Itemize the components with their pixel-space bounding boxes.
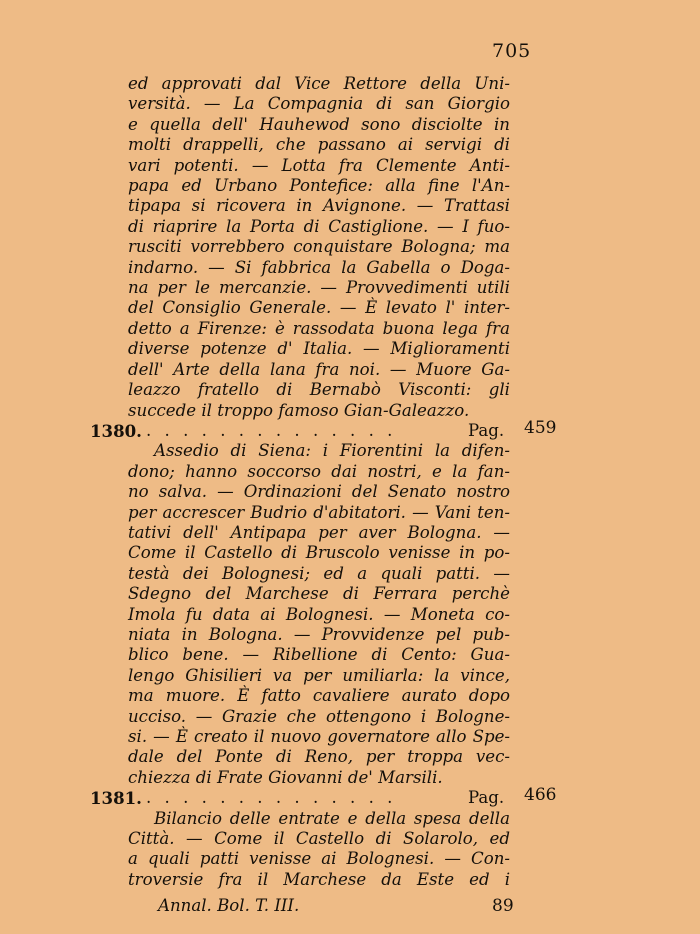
text-line: succede il troppo famoso Gian-Galeazzo.	[128, 400, 470, 420]
text-line: leazzo fratello di Bernabò Visconti: gli	[128, 380, 510, 400]
dot-leader: . . . . . . . . . . . . . .	[146, 420, 397, 440]
year-heading-1380	[90, 417, 557, 441]
text-line: rusciti vorrebbero conquistare Bologna; ma	[128, 237, 510, 257]
signature-mark: 89	[492, 896, 514, 916]
text-line: na per le mercanzie. — Provvedimenti utili	[128, 278, 510, 298]
volume-label: Annal. Bol. T. III.	[158, 896, 300, 915]
year-label: 1381.	[90, 788, 142, 809]
text-line: niata in Bologna. — Provvidenze pel pub-	[128, 624, 510, 644]
year-heading-1381	[90, 785, 557, 809]
page-number: 705	[492, 40, 532, 62]
text-line: dell' Arte della lana fra noi. — Muore Ga-	[128, 359, 510, 379]
text-line: tativi dell' Antipapa per aver Bologna. —	[128, 522, 510, 542]
text-line: a quali patti venisse ai Bolognesi. — Con-	[128, 849, 510, 869]
page-ref-number: 459	[524, 417, 557, 438]
text-line: troversie fra il Marchese da Este ed i	[128, 869, 510, 889]
text-line: del Consiglio Generale. — È levato l' inter-	[128, 298, 510, 318]
section-1380-summary	[128, 441, 510, 788]
text-line: Bilancio delle entrate e della spesa della	[154, 808, 510, 828]
text-line: molti drappelli, che passano ai servigi di	[128, 135, 510, 155]
text-line: diverse potenze d' Italia. — Miglioramenti	[128, 339, 510, 359]
text-line: dale del Ponte di Reno, per troppa vec-	[128, 747, 510, 767]
text-line: chiezza di Frate Giovanni de' Marsili.	[128, 767, 443, 787]
text-line: ed approvati dal Vice Rettore della Uni-	[128, 74, 510, 93]
text-line: testà dei Bolognesi; ed a quali patti. —	[128, 563, 510, 583]
text-line: di riaprire la Porta di Castiglione. — I fuo-	[128, 216, 510, 236]
text-line: ucciso. — Grazie che ottengono i Bologne-	[128, 706, 510, 726]
text-line: blico bene. — Ribellione di Cento: Gua-	[128, 645, 510, 665]
text-line: versità. — La Compagnia di san Giorgio	[128, 94, 510, 114]
dot-leader: . . . . . . . . . . . . . .	[146, 788, 397, 808]
text-line: lengo Ghisilieri va per umiliarla: la vince,	[128, 665, 510, 685]
page-footer	[128, 896, 514, 918]
text-line: Città. — Come il Castello di Solarolo, ed	[128, 829, 510, 848]
text-line: no salva. — Ordinazioni del Senato nostro	[128, 482, 510, 502]
text-line: Assedio di Siena: i Fiorentini la difen-	[154, 441, 510, 461]
text-line: papa ed Urbano Pontefice: alla fine l'An-	[128, 176, 510, 196]
section-1379-summary	[128, 74, 510, 421]
text-line: Sdegno del Marchese di Ferrara perchè	[128, 584, 510, 604]
text-line: ma muore. È fatto cavaliere aurato dopo	[128, 686, 510, 706]
page-ref-number: 466	[524, 785, 557, 806]
section-1381-summary	[128, 809, 510, 891]
year-label: 1380.	[90, 420, 142, 441]
text-line: e quella dell' Hauhewod sono disciolte in	[128, 114, 510, 134]
text-line: per accrescer Budrio d'abitatori. — Vani ten-	[128, 502, 510, 522]
text-line: tipapa si ricovera in Avignone. — Trattasi	[128, 196, 510, 216]
text-line: dono; hanno soccorso dai nostri, e la fan-	[128, 461, 510, 481]
page-ref-label: Pag.	[468, 420, 505, 440]
text-line: Imola fu data ai Bolognesi. — Moneta co-	[128, 604, 510, 624]
page-ref-label: Pag.	[468, 788, 505, 808]
text-line: indarno. — Si fabbrica la Gabella o Doga-	[128, 257, 510, 277]
text-line: detto a Firenze: è rassodata buona lega fra	[128, 318, 510, 338]
text-line: vari potenti. — Lotta fra Clemente Anti-	[128, 155, 510, 175]
text-line: Come il Castello di Bruscolo venisse in po-	[128, 543, 510, 563]
index-text-block	[90, 74, 557, 890]
text-line: si. — È creato il nuovo governatore allo Spe-	[128, 726, 510, 746]
